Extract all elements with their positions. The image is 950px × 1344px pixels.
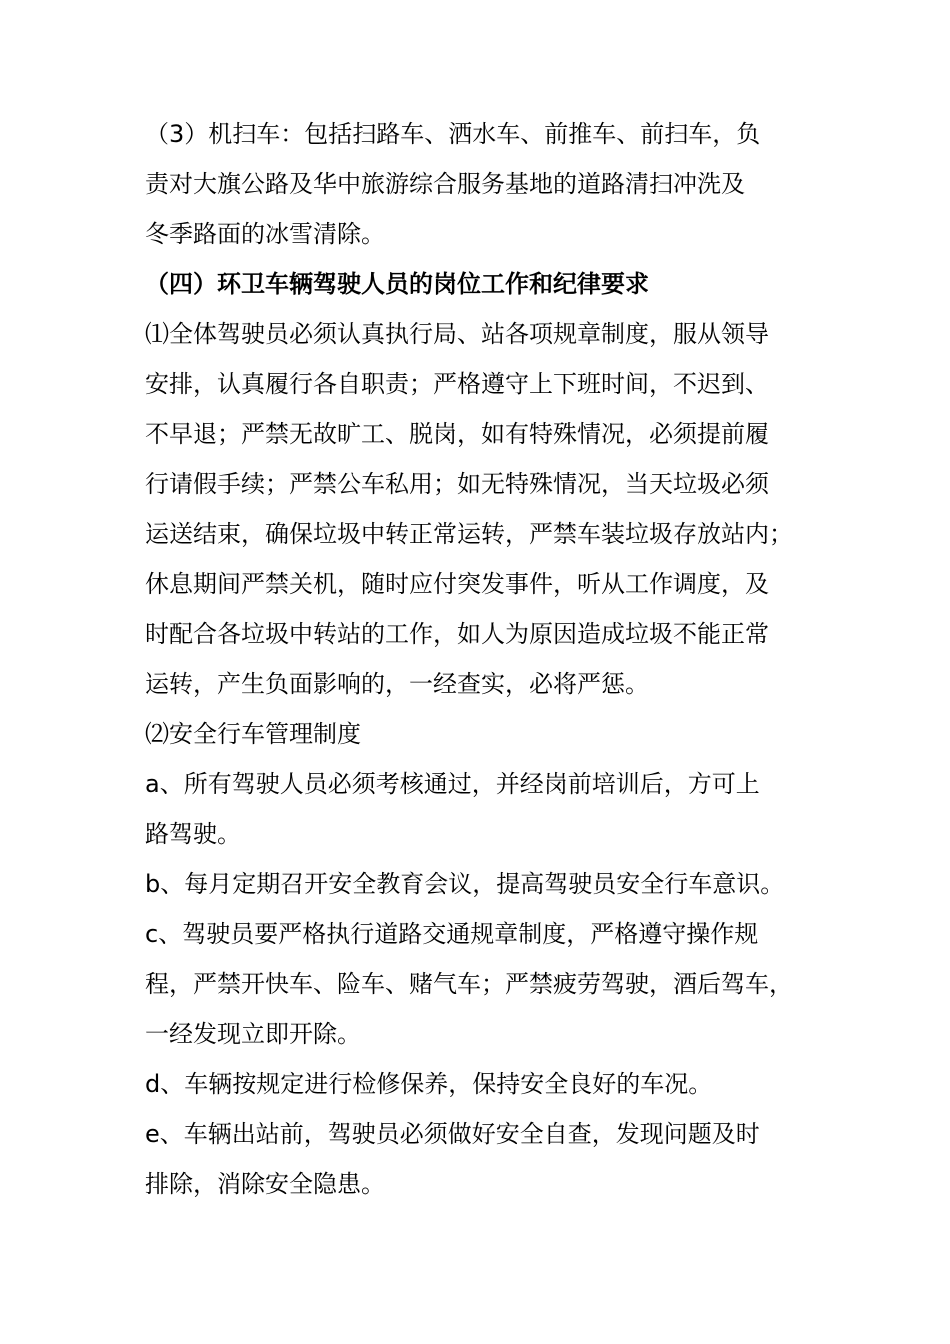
text-line: 冬季路面的冰雪清除。	[145, 220, 385, 248]
paragraph-item-a	[145, 759, 817, 859]
paragraph-item-b	[145, 859, 817, 909]
text-line: ⑴全体驾驶员必须认真执行局、站各项规章制度，服从领导	[145, 320, 769, 348]
paragraph-item-c	[145, 909, 817, 1059]
text-line: b、每月定期召开安全教育会议，提高驾驶员安全行车意识。	[145, 870, 785, 898]
text-line: 时配合各垃圾中转站的工作，如人为原因造成垃圾不能正常	[145, 620, 769, 648]
heading-line: （四）环卫车辆驾驶人员的岗位工作和纪律要求	[145, 270, 649, 298]
paragraph-street-sweeper-duties	[145, 109, 817, 259]
text-line: e、车辆出站前，驾驶员必须做好安全自查，发现问题及时	[145, 1120, 760, 1148]
document-page	[145, 109, 817, 1209]
text-line: 不早退；严禁无故旷工、脱岗，如有特殊情况，必须提前履	[145, 420, 769, 448]
section-heading-driver-discipline	[145, 259, 817, 309]
text-line: a、所有驾驶人员必须考核通过，并经岗前培训后，方可上	[145, 770, 760, 798]
paragraph-safety-system-title	[145, 709, 817, 759]
text-line: 路驾驶。	[145, 820, 241, 848]
text-line: 休息期间严禁关机，随时应付突发事件，听从工作调度，及	[145, 570, 769, 598]
text-line: 运转，产生负面影响的，一经查实，必将严惩。	[145, 670, 649, 698]
text-line: 一经发现立即开除。	[145, 1020, 361, 1048]
text-line: d、车辆按规定进行检修保养，保持安全良好的车况。	[145, 1070, 713, 1098]
text-line: 安排，认真履行各自职责；严格遵守上下班时间，不迟到、	[145, 370, 769, 398]
text-line: 排除，消除安全隐患。	[145, 1170, 385, 1198]
paragraph-driver-rules	[145, 309, 817, 709]
text-line: 行请假手续；严禁公车私用；如无特殊情况，当天垃圾必须	[145, 470, 769, 498]
paragraph-item-e	[145, 1109, 817, 1209]
text-line: c、驾驶员要严格执行道路交通规章制度，严格遵守操作规	[145, 920, 759, 948]
text-line: 程，严禁开快车、险车、赌气车；严禁疲劳驾驶，酒后驾车，	[145, 970, 793, 998]
text-line: ⑵安全行车管理制度	[145, 720, 361, 748]
text-line: 运送结束，确保垃圾中转正常运转，严禁车装垃圾存放站内；	[145, 520, 793, 548]
text-line: （3）机扫车：包括扫路车、洒水车、前推车、前扫车，负	[145, 120, 761, 148]
paragraph-item-d	[145, 1059, 817, 1109]
text-line: 责对大旗公路及华中旅游综合服务基地的道路清扫冲洗及	[145, 170, 745, 198]
